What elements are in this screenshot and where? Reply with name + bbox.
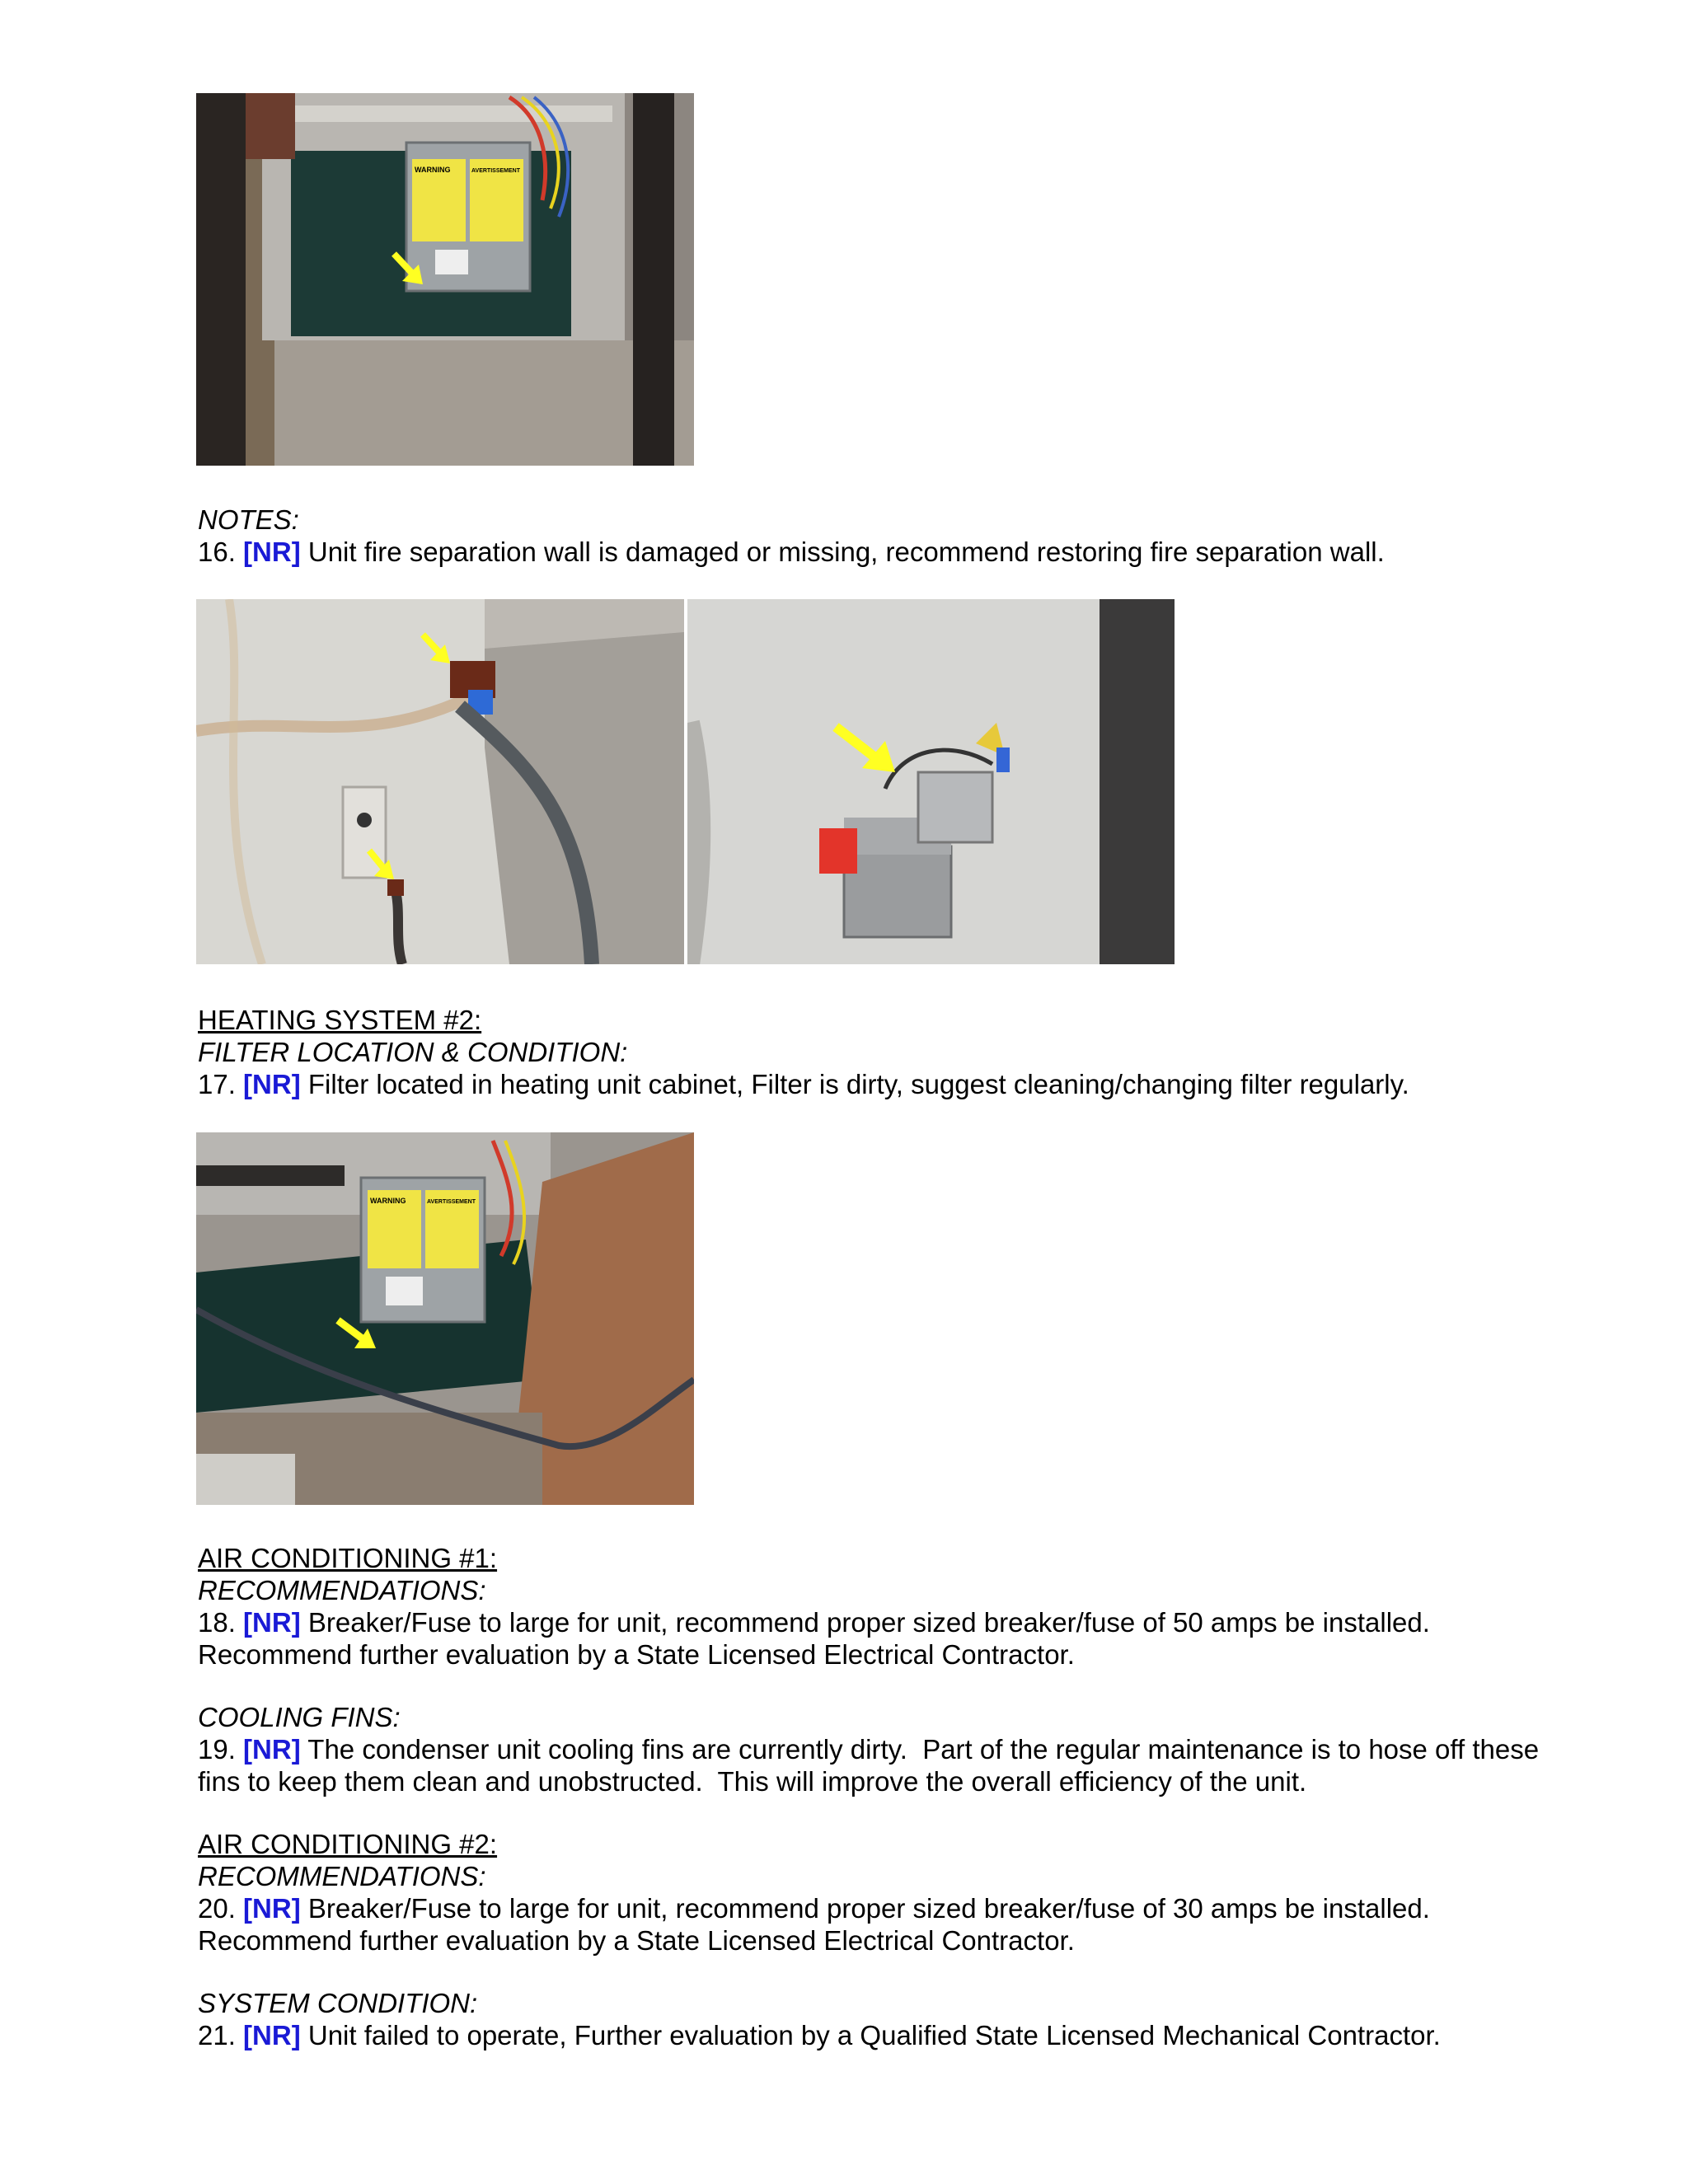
list-item-19-line2: fins to keep them clean and unobstructed. This will improve the overall efficiency of the unit. [198,1766,1307,1797]
subheading-recommendations-1: RECOMMENDATIONS: [198,1575,486,1605]
list-item-18-line2: Recommend further evaluation by a State Licensed Electrical Contractor. [198,1639,1075,1670]
subheading-system-condition: SYSTEM CONDITION: [198,1988,478,2018]
subheading-cooling-fins: COOLING FINS: [198,1702,401,1732]
subheading-filter-location: FILTER LOCATION & CONDITION: [198,1037,628,1067]
item-number: 18. [198,1607,236,1638]
photo-furnace-cabinet-2 [196,1132,694,1505]
item-text: Breaker/Fuse to large for unit, recommend proper sized breaker/fuse of 50 amps be installed. [307,1607,1430,1638]
photo-junction-box [687,599,1175,964]
nr-tag: [NR] [243,537,301,567]
list-item-16 [198,536,1385,568]
list-item-21 [198,2019,1441,2051]
warning-label-a: WARNING [415,166,451,174]
item-number: 21. [198,2020,236,2050]
list-item-18 [198,1606,1430,1638]
list-item-17 [198,1068,1409,1100]
nr-tag: [NR] [243,2020,301,2050]
warning-label-b: AVERTISSEMENT [427,1199,476,1205]
nr-tag: [NR] [243,1734,301,1765]
heading-air-conditioning-2: AIR CONDITIONING #2: [198,1829,498,1859]
item-number: 20. [198,1893,236,1924]
nr-tag: [NR] [243,1893,301,1924]
subheading-recommendations-2: RECOMMENDATIONS: [198,1861,486,1891]
list-item-20 [198,1892,1430,1924]
photo-wall-hole [196,599,684,964]
item-text: Unit failed to operate, Further evaluation by a Qualified State Licensed Mechanical Contractor. [307,2020,1441,2050]
item-number: 17. [198,1069,236,1099]
heading-heating-system-2: HEATING SYSTEM #2: [198,1005,482,1035]
nr-tag: [NR] [243,1069,301,1099]
nr-tag: [NR] [243,1607,301,1638]
item-text: The condenser unit cooling fins are currently dirty. Part of the regular maintenance is to hose off these [307,1734,1540,1765]
list-item-19 [198,1733,1539,1765]
photo-furnace-cabinet-1 [196,93,694,466]
warning-label-a: WARNING [370,1197,406,1205]
heading-air-conditioning-1: AIR CONDITIONING #1: [198,1543,498,1573]
warning-label-b: AVERTISSEMENT [471,168,520,174]
item-number: 16. [198,537,236,567]
item-text: Filter located in heating unit cabinet, Filter is dirty, suggest cleaning/changing filter regularly. [307,1069,1409,1099]
notes-subheading: NOTES: [198,504,299,535]
list-item-20-line2: Recommend further evaluation by a State Licensed Electrical Contractor. [198,1925,1075,1956]
item-text: Unit fire separation wall is damaged or missing, recommend restoring fire separation wall. [307,537,1385,567]
item-text: Breaker/Fuse to large for unit, recommend proper sized breaker/fuse of 30 amps be installed. [307,1893,1430,1924]
item-number: 19. [198,1734,236,1765]
